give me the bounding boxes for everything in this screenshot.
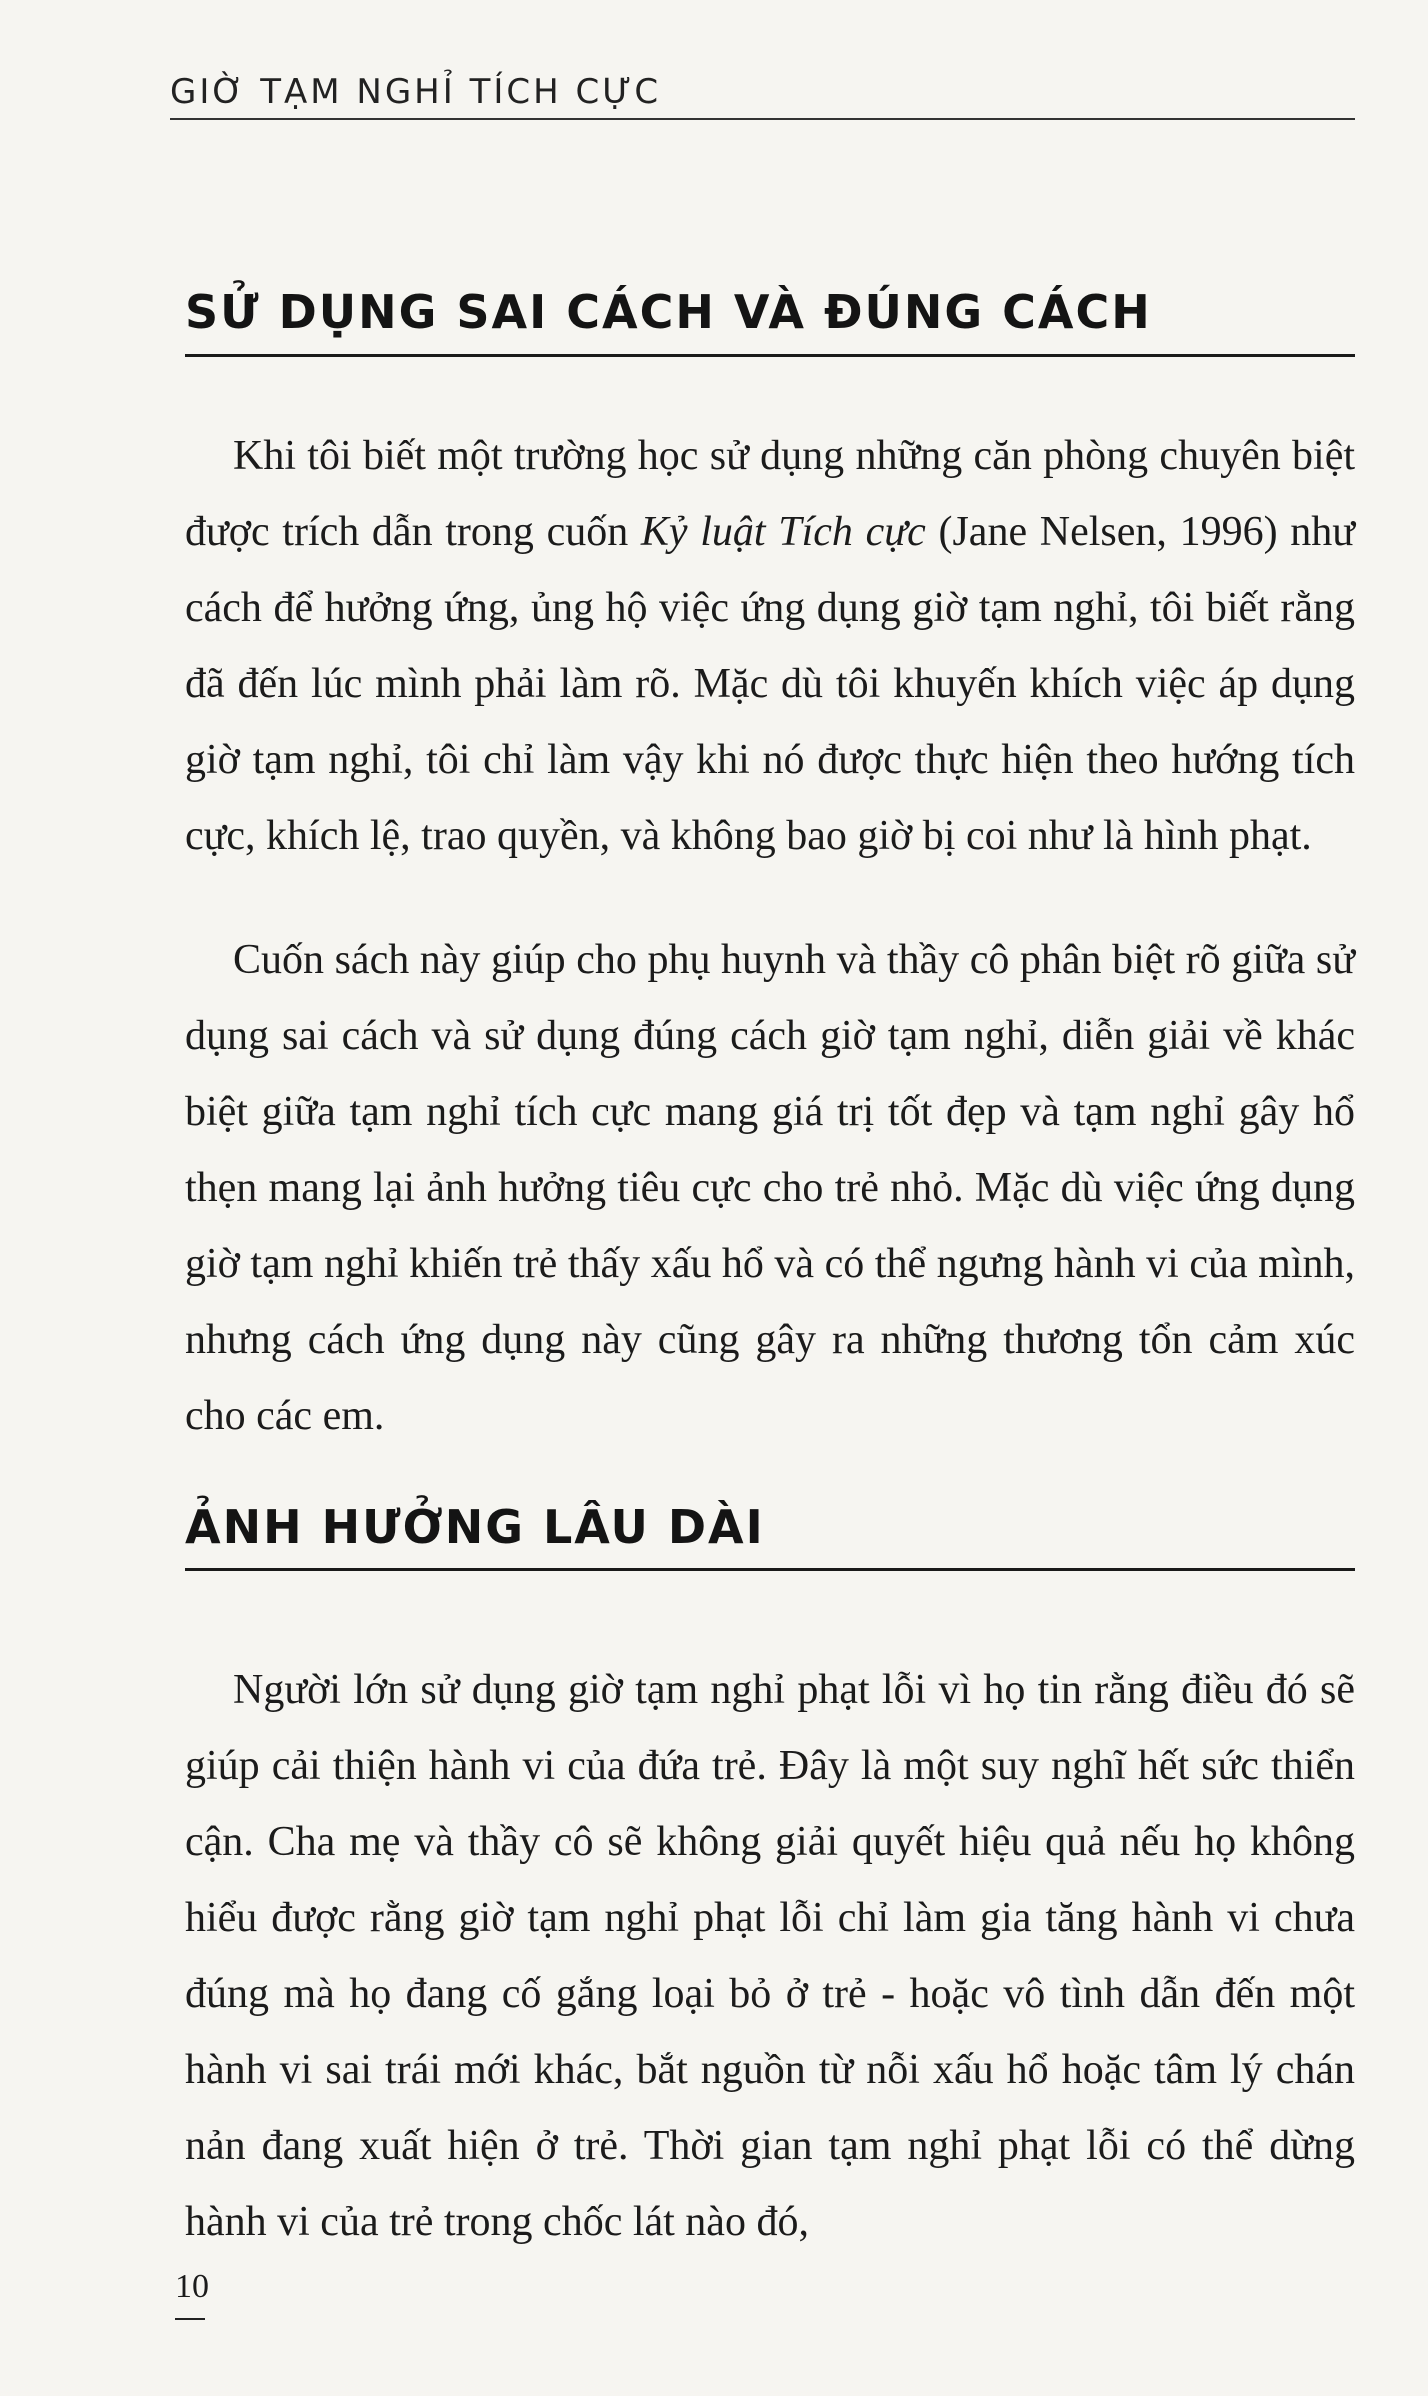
paragraph	[185, 418, 1355, 874]
running-header: GIỜ TẠM NGHỈ TÍCH CỰC	[170, 72, 662, 112]
section-rule	[185, 354, 1355, 357]
paragraph-text: (Jane Nelsen, 1996) như cách để hưởng ứng, ủng hộ việc ứng dụng giờ tạm nghỉ, tôi biết rằng đã đến lúc mình phải làm rõ. Mặc dù tôi khuyến khích việc áp dụng giờ tạm nghỉ, tôi chỉ làm vậy khi nó được thực hiện theo hướng tích cực, khích lệ, trao quyền, và không bao giờ bị coi như là hình phạt.	[185, 509, 1355, 859]
page-number: 10	[175, 2268, 209, 2305]
section-heading-misuse: SỬ DỤNG SAI CÁCH VÀ ĐÚNG CÁCH	[185, 285, 1152, 339]
paragraph: Cuốn sách này giúp cho phụ huynh và thầy cô phân biệt rõ giữa sử dụng sai cách và sử dụng đúng cách giờ tạm nghỉ, diễn giải về khác biệt giữa tạm nghỉ tích cực mang giá trị tốt đẹp và tạm nghỉ gây hổ thẹn mang lại ảnh hưởng tiêu cực cho trẻ nhỏ. Mặc dù việc ứng dụng giờ tạm nghỉ khiến trẻ thấy xấu hổ và có thể ngưng hành vi của mình, nhưng cách ứng dụng này cũng gây ra những thương tổn cảm xúc cho các em.	[185, 937, 1355, 1439]
section-heading-long-term: ẢNH HƯỞNG LÂU DÀI	[185, 1500, 765, 1554]
page-number-rule	[175, 2318, 205, 2320]
header-rule	[170, 118, 1355, 120]
paragraph: Người lớn sử dụng giờ tạm nghỉ phạt lỗi vì họ tin rằng điều đó sẽ giúp cải thiện hành vi của đứa trẻ. Đây là một suy nghĩ hết sức thiển cận. Cha mẹ và thầy cô sẽ không giải quyết hiệu quả nếu họ không hiểu được rằng giờ tạm nghỉ phạt lỗi chỉ làm gia tăng hành vi chưa đúng mà họ đang cố gắng loại bỏ ở trẻ - hoặc vô tình dẫn đến một hành vi sai trái mới khác, bắt nguồn từ nỗi xấu hổ hoặc tâm lý chán nản đang xuất hiện ở trẻ. Thời gian tạm nghỉ phạt lỗi có thể dừng hành vi của trẻ trong chốc lát nào đó,	[185, 1667, 1355, 2245]
section-rule	[185, 1568, 1355, 1571]
book-title: Kỷ luật Tích cực	[640, 509, 926, 555]
paragraph-text: Khi tôi biết một trường học sử dụng những căn phòng chuyên biệt được trích dẫn trong cuốn	[185, 433, 1355, 555]
